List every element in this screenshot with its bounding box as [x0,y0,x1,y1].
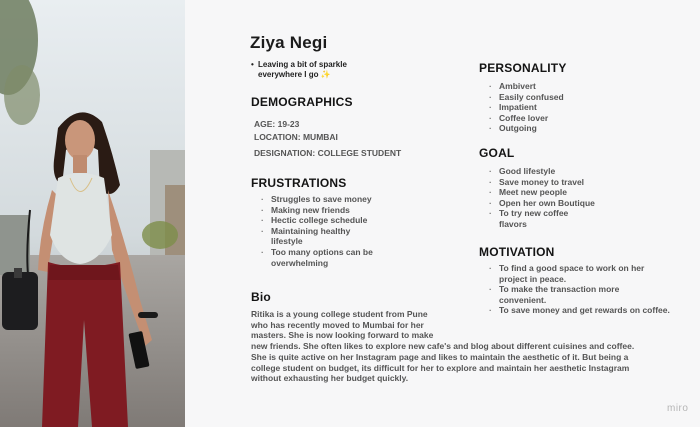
list-item: · Easily confused [489,92,564,103]
bio-text [251,309,691,384]
age-value: 19-23 [277,119,300,129]
bio-line: Ritika is a young college student from Pune [251,309,428,319]
location-row [254,132,338,142]
list-item: · To find a good space to work on her [489,263,670,274]
location-value: MUMBAI [302,132,338,142]
bio-heading: Bio [251,290,271,304]
age-row [254,119,299,129]
bio-line: without exhausting her budget quickly. [251,373,409,384]
list-item: · To make the transaction more [489,284,670,295]
designation-value: COLLEGE STUDENT [317,148,402,158]
persona-photo [0,0,185,427]
list-item: · Struggles to save money [261,194,373,205]
location-label: LOCATION: [254,132,301,142]
list-item: · Too many options can be [261,247,373,258]
bio-line: new friends. She often likes to explore new cafe's and blog about different cuisines and coffee. [251,341,635,352]
list-item: · Maintaining healthy [261,226,373,237]
age-label: AGE: [254,119,276,129]
list-item: · Making new friends [261,205,373,216]
persona-name: Ziya Negi [250,33,328,52]
designation-label: DESIGNATION: [254,148,316,158]
list-item: · Outgoing [489,123,564,134]
goal-list [489,166,595,230]
list-item: · To try new coffee [489,208,595,219]
motivation-heading: MOTIVATION [479,245,555,259]
demographics-heading: DEMOGRAPHICS [251,95,353,109]
list-item: · Hectic college schedule [261,215,373,226]
tagline-line-1: • Leaving a bit of sparkle [258,60,347,69]
bio-line: She is quite active on her Instagram page and likes to maintain the aesthetic of it. But being a [251,351,629,362]
tagline-line-2: everywhere I go ✨ [258,70,331,79]
designation-row [254,148,401,158]
list-item: · Meet new people [489,187,595,198]
list-item: · Impatient [489,102,564,113]
frustrations-heading: FRUSTRATIONS [251,176,347,190]
list-item: · Save money to travel [489,177,595,188]
list-item: project in peace. [499,273,567,284]
goal-heading: GOAL [479,146,515,160]
list-item: · Open her own Boutique [489,198,595,209]
list-item: · Coffee lover [489,113,564,124]
bio-line: masters. She is now looking forward to make [251,330,434,341]
list-item: · Good lifestyle [489,166,595,177]
list-item: flavors [499,218,527,229]
bio-line: who has recently moved to Mumbai for her [251,319,424,330]
brand-watermark: miro [667,403,689,414]
list-item: lifestyle [271,236,303,247]
list-item: · To save money and get rewards on coffee. [489,305,670,316]
bio-line: college student on budget, its difficult for her to explore and maintain her aesthetic Instagram [251,362,630,373]
list-item: overwhelming [271,257,329,268]
list-item: convenient. [499,294,547,305]
personality-heading: PERSONALITY [479,61,567,75]
list-item: · Ambivert [489,81,564,92]
persona-tagline [258,60,408,80]
frustrations-list [261,194,373,268]
personality-list [489,81,564,134]
